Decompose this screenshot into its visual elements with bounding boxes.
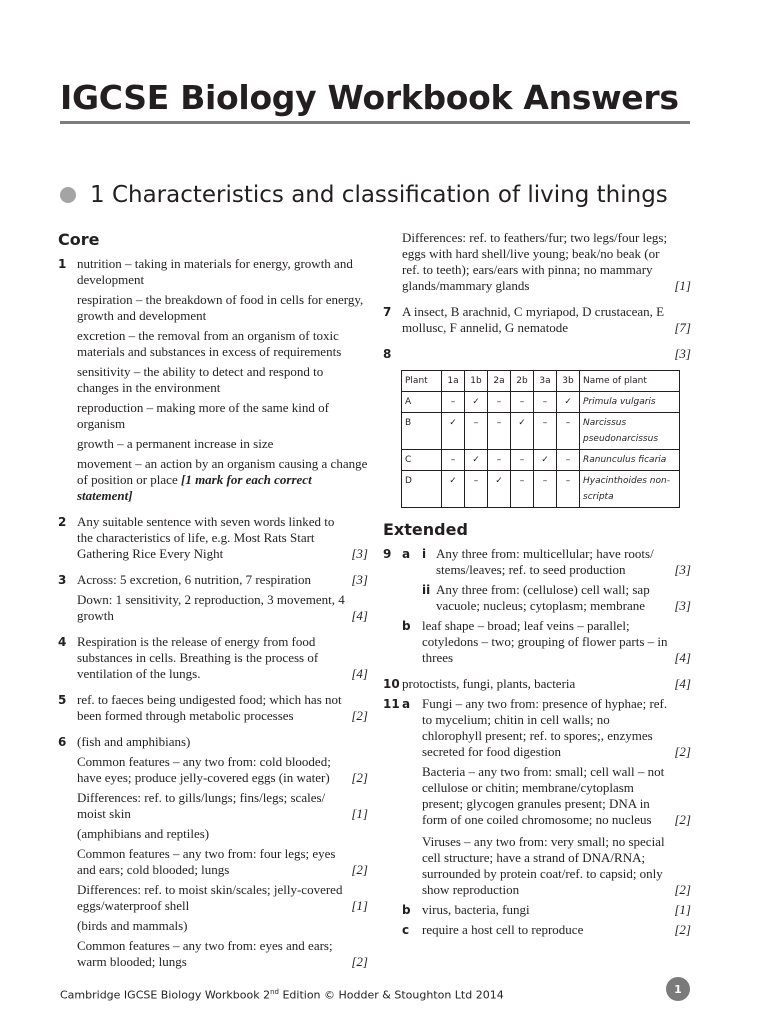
part-label: a <box>402 547 411 561</box>
mark: [3] <box>674 598 691 613</box>
mark: [4] <box>351 608 368 623</box>
question-4 <box>58 634 368 686</box>
answer-text: Respiration is the release of energy from food substances in cells. Breathing is the process of ventilation of the lungs. <box>77 634 319 681</box>
answer-text: A insect, B arachnid, C myriapod, D crustacean, E mollusc, F annelid, G nematode <box>402 304 665 335</box>
key-table <box>401 370 680 508</box>
column-header: Plant <box>402 371 442 392</box>
mark: [2] <box>351 862 368 877</box>
answer-text: Bacteria – any two from: small; cell wall – not cellulose or chitin; membrane/cytoplasm present; glycogen granules present; DNA in form of one coiled chromosome; no nucleus <box>422 764 665 827</box>
answer-text: Down: 1 sensitivity, 2 reproduction, 3 movement, 4 growth <box>77 592 345 623</box>
answer-text: movement – an action by an organism causing a change of position or place <box>77 456 368 487</box>
question-3 <box>58 572 368 628</box>
answer-text: Differences: ref. to gills/lungs; fins/legs; scales/ moist skin <box>77 790 326 821</box>
table-row <box>402 392 680 413</box>
answer-text: Viruses – any two from: very small; no special cell structure; have a strand of DNA/RNA; surrounded by protein coat/ref. to capsid; only show reproduction <box>422 834 665 897</box>
answer-text: Differences: ref. to moist skin/scales; jelly-covered eggs/waterproof shell <box>77 882 343 913</box>
group-label: (fish and amphibians) <box>77 734 191 749</box>
question-number: 7 <box>383 305 392 319</box>
mark: [2] <box>351 770 368 785</box>
answer-text: Common features – any two from: four legs; eyes and ears; cold blooded; lungs <box>77 846 336 877</box>
table-cell: ✓ <box>465 450 488 471</box>
answer-text: Common features – any two from: eyes and ears; warm blooded; lungs <box>77 938 333 969</box>
mark: [2] <box>351 954 368 969</box>
answer-text: protoctists, fungi, plants, bacteria <box>402 676 576 691</box>
table-cell: Narcissus pseudonarcissus <box>580 413 680 450</box>
question-1 <box>58 256 368 508</box>
mark: [4] <box>351 666 368 681</box>
footer-text-rest: Edition © Hodder & Stoughton Ltd 2014 <box>278 988 504 1002</box>
table-cell: – <box>488 413 511 450</box>
table-cell: Primula vulgaris <box>580 392 680 413</box>
table-cell: – <box>557 450 580 471</box>
mark: [3] <box>351 546 368 561</box>
mark: [2] <box>674 922 691 937</box>
mark: [1] <box>351 806 368 821</box>
question-number: 5 <box>58 693 67 707</box>
question-5 <box>58 692 368 728</box>
question-number: 1 <box>58 257 67 271</box>
answer-text: ref. to faeces being undigested food; which has not been formed through metabolic processes <box>77 692 342 723</box>
column-header: 3a <box>534 371 557 392</box>
question-number: 2 <box>58 515 67 529</box>
table-row <box>402 450 680 471</box>
part-label: c <box>402 923 410 937</box>
answer-line <box>77 456 368 504</box>
mark: [3] <box>674 346 691 361</box>
mark-note: [1 mark for each correct statement] <box>77 472 312 503</box>
table-cell: ✓ <box>534 450 557 471</box>
mark: [1] <box>674 902 691 917</box>
answer-line: reproduction – making more of the same kind of organism <box>77 400 329 431</box>
table-cell: ✓ <box>442 471 465 508</box>
question-7 <box>383 304 691 340</box>
question-number: 8 <box>383 347 392 361</box>
table-cell: ✓ <box>488 471 511 508</box>
question-number: 10 <box>383 677 400 691</box>
answer-line: growth – a permanent increase in size <box>77 436 274 451</box>
column-header: 1b <box>465 371 488 392</box>
table-cell: ✓ <box>557 392 580 413</box>
answer-text: Any three from: multicellular; have roots/ stems/leaves; ref. to seed production <box>436 546 654 577</box>
mark: [1] <box>674 278 691 293</box>
table-cell: – <box>511 392 534 413</box>
answer-line: excretion – the removal from an organism of toxic materials and substances in excess of requirements <box>77 328 342 359</box>
table-cell: – <box>488 392 511 413</box>
mark: [4] <box>674 676 691 691</box>
right-column <box>383 230 691 942</box>
table-cell: D <box>402 471 442 508</box>
mark: [4] <box>674 650 691 665</box>
table-cell: – <box>488 450 511 471</box>
chapter-heading <box>60 182 668 208</box>
mark: [3] <box>674 562 691 577</box>
mark: [7] <box>674 320 691 335</box>
table-cell: – <box>511 471 534 508</box>
table-cell: – <box>511 450 534 471</box>
table-cell: ✓ <box>465 392 488 413</box>
table-cell: A <box>402 392 442 413</box>
table-cell: ✓ <box>511 413 534 450</box>
table-cell: – <box>465 413 488 450</box>
part-label: a <box>402 697 411 711</box>
mark: [2] <box>674 882 691 897</box>
mark: [2] <box>674 744 691 759</box>
title-rule <box>60 121 690 124</box>
answer-line: respiration – the breakdown of food in cells for energy, growth and development <box>77 292 364 323</box>
part-label: b <box>402 903 411 917</box>
question-number: 11 <box>383 697 400 711</box>
footer <box>60 988 504 1002</box>
table-header-row <box>402 371 680 392</box>
question-6 <box>58 734 368 974</box>
answer-text: require a host cell to reproduce <box>422 922 584 937</box>
table-cell: – <box>465 471 488 508</box>
question-9 <box>383 546 691 670</box>
table-cell: – <box>534 471 557 508</box>
subpart-label: i <box>422 547 427 561</box>
mark: [2] <box>351 708 368 723</box>
table-cell: B <box>402 413 442 450</box>
answer-text: Fungi – any two from: presence of hyphae; ref. to mycelium; chitin in cell walls; no chlorophyll present; ref. to spores;, enzymes secreted for food digestion <box>422 696 668 759</box>
mark: [2] <box>674 812 691 827</box>
column-header: Name of plant <box>580 371 680 392</box>
core-heading: Core <box>58 230 100 249</box>
answer-line: nutrition – taking in materials for energy, growth and development <box>77 256 353 287</box>
table-row <box>402 413 680 450</box>
column-header: 2a <box>488 371 511 392</box>
answer-text: Any suitable sentence with seven words linked to the characteristics of life, e.g. Most Rats Start Gathering Rice Every Night <box>77 514 335 561</box>
column-header: 3b <box>557 371 580 392</box>
table-cell: – <box>557 471 580 508</box>
question-10 <box>383 676 691 696</box>
table-row <box>402 471 680 508</box>
table-cell: – <box>557 413 580 450</box>
footer-text: Cambridge IGCSE Biology Workbook 2 <box>60 988 271 1002</box>
table-cell: – <box>534 392 557 413</box>
question-number: 4 <box>58 635 67 649</box>
part-label: b <box>402 619 411 633</box>
table-cell: C <box>402 450 442 471</box>
question-2 <box>58 514 368 566</box>
answer-text: Common features – any two from: cold blooded; have eyes; produce jelly-covered eggs (in water) <box>77 754 331 785</box>
answer-text: Across: 5 excretion, 6 nutrition, 7 respiration <box>77 572 311 587</box>
answer-text: Differences: ref. to feathers/fur; two legs/four legs; eggs with hard shell/live young; beak/no beak (or ref. to teeth); ears/ears with pinna; no mammary glands/mammary glands <box>402 230 668 293</box>
extended-heading: Extended <box>383 520 468 539</box>
page-title: IGCSE Biology Workbook Answers <box>60 78 679 117</box>
group-label: (birds and mammals) <box>77 918 188 933</box>
footer-superscript: nd <box>270 988 279 996</box>
answer-text: virus, bacteria, fungi <box>422 902 530 917</box>
chapter-title: 1 Characteristics and classification of living things <box>90 182 668 208</box>
column-header: 1a <box>442 371 465 392</box>
table-cell: Ranunculus ficaria <box>580 450 680 471</box>
bullet-icon <box>60 187 76 203</box>
question-11 <box>383 696 691 942</box>
question-8 <box>383 346 691 366</box>
left-column <box>58 230 368 974</box>
group-label: (amphibians and reptiles) <box>77 826 210 841</box>
answer-text: leaf shape – broad; leaf veins – parallel; cotyledons – two; grouping of flower parts – in threes <box>422 618 668 665</box>
question-number: 3 <box>58 573 67 587</box>
answer-line: sensitivity – the ability to detect and respond to changes in the environment <box>77 364 324 395</box>
question-6-continued <box>383 230 691 298</box>
table-cell: Hyacinthoides non-scripta <box>580 471 680 508</box>
question-number: 9 <box>383 547 392 561</box>
table-cell: – <box>442 392 465 413</box>
question-number: 6 <box>58 735 67 749</box>
subpart-label: ii <box>422 583 431 597</box>
mark: [3] <box>351 572 368 587</box>
answer-text: Any three from: (cellulose) cell wall; sap vacuole; nucleus; cytoplasm; membrane <box>436 582 650 613</box>
page-number-badge: 1 <box>666 977 690 1001</box>
column-header: 2b <box>511 371 534 392</box>
mark: [1] <box>351 898 368 913</box>
table-cell: – <box>534 413 557 450</box>
table-cell: ✓ <box>442 413 465 450</box>
table-cell: – <box>442 450 465 471</box>
